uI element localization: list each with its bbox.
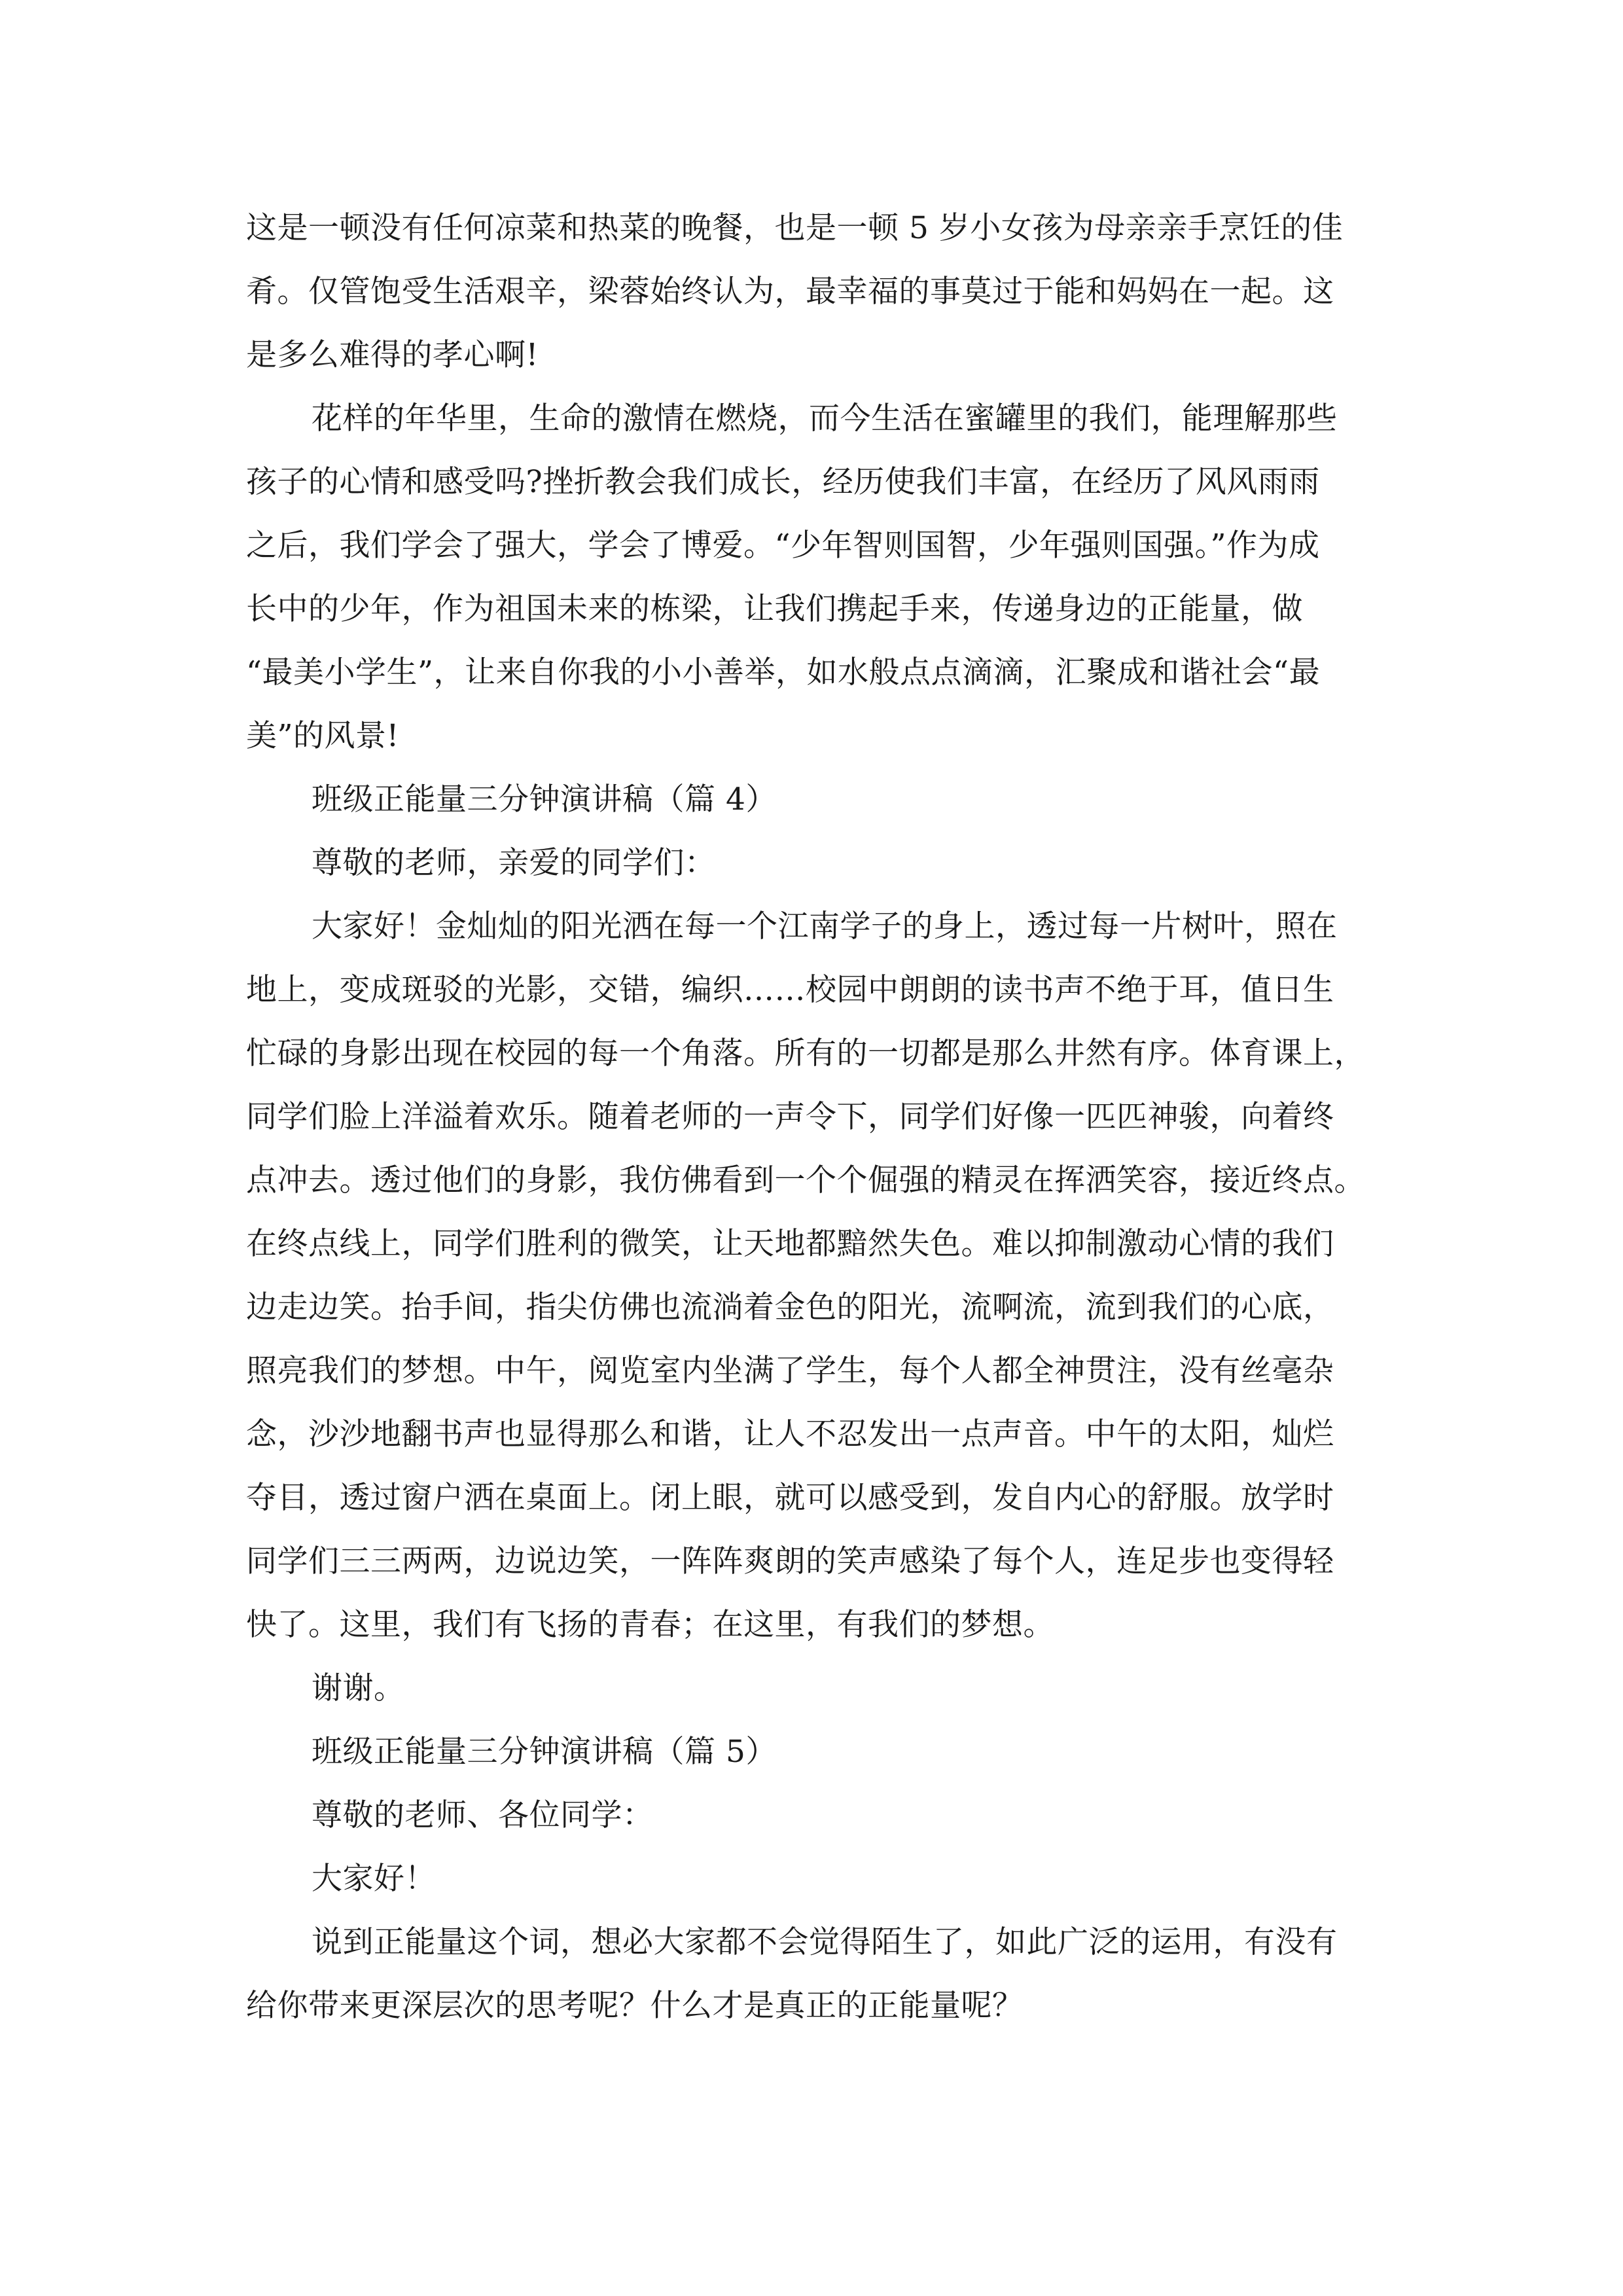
paragraph [246,1784,1391,1847]
text-line: 谢谢。 [312,1670,405,1706]
text-line: 班级正能量三分钟演讲稿（篇 5） [312,1734,777,1770]
paragraph [246,831,1391,895]
text-line: 之后，我们学会了强大，学会了博爱。“少年智则国智，少年强则国强。”作为成 [246,528,1320,564]
text-line: 边走边笑。抬手间，指尖仿佛也流淌着金色的阳光，流啊流，流到我们的心底， [246,1289,1334,1325]
text-line: 忙碌的身影出现在校园的每一个角落。所有的一切都是那么井然有序。体育课上， [246,1035,1365,1071]
text-line: “最美小学生”，让来自你我的小小善举，如水般点点滴滴，汇聚成和谐社会“最 [246,655,1321,691]
text-line: 花样的年华里，生命的激情在燃烧，而今生活在蜜罐里的我们，能理解那些 [312,401,1338,437]
text-line: 尊敬的老师，亲爱的同学们： [312,845,716,881]
paragraph [246,1910,1391,2037]
text-line: 说到正能量这个词，想必大家都不会觉得陌生了，如此广泛的运用，有没有 [312,1924,1338,1960]
text-line: 美”的风景! [246,718,399,754]
text-line: 孩子的心情和感受吗?挫折教会我们成长，经历使我们丰富，在经历了风风雨雨 [246,464,1320,500]
text-line: 尊敬的老师、各位同学： [312,1797,654,1833]
text-line: 班级正能量三分钟演讲稿（篇 4） [312,781,777,817]
text-line: 快了。这里，我们有飞扬的青春；在这里，有我们的梦想。 [246,1607,1054,1643]
text-line: 同学们三三两两，边说边笑，一阵阵爽朗的笑声感染了每个人，连足步也变得轻 [246,1543,1334,1579]
paragraph [246,1657,1391,1720]
paragraph [246,387,1391,768]
paragraph [246,1847,1391,1910]
text-line: 这是一顿没有任何凉菜和热菜的晚餐，也是一顿 5 岁小女孩为母亲亲手烹饪的佳 [246,210,1344,246]
text-line: 照亮我们的梦想。中午，阅览室内坐满了学生，每个人都全神贯注，没有丝毫杂 [246,1353,1334,1389]
text-line: 夺目，透过窗户洒在桌面上。闭上眼，就可以感受到，发自内心的舒服。放学时 [246,1480,1334,1516]
paragraph [246,895,1391,1657]
text-line: 给你带来更深层次的思考呢？什么才是真正的正能量呢？ [246,1988,1024,2024]
text-line: 念，沙沙地翻书声也显得那么和谐，让人不忍发出一点声音。中午的太阳，灿烂 [246,1416,1334,1452]
paragraph [246,1720,1391,1784]
document-body [246,196,1391,2037]
text-line: 在终点线上，同学们胜利的微笑，让天地都黯然失色。难以抑制激动心情的我们 [246,1226,1334,1262]
paragraph [246,196,1391,387]
text-line: 肴。仅管饱受生活艰辛，梁蓉始终认为，最幸福的事莫过于能和妈妈在一起。这 [246,274,1334,310]
text-line: 地上，变成斑驳的光影，交错，编织……校园中朗朗的读书声不绝于耳，值日生 [246,972,1334,1008]
text-line: 是多么难得的孝心啊! [246,337,539,373]
text-line: 大家好！ [312,1861,436,1897]
text-line: 点冲去。透过他们的身影，我仿佛看到一个个倔强的精灵在挥洒笑容，接近终点。 [246,1162,1365,1198]
paragraph [246,768,1391,831]
text-line: 同学们脸上洋溢着欢乐。随着老师的一声令下，同学们好像一匹匹神骏，向着终 [246,1099,1334,1135]
text-line: 大家好！金灿灿的阳光洒在每一个江南学子的身上，透过每一片树叶，照在 [312,908,1338,944]
text-line: 长中的少年，作为祖国未来的栋梁，让我们携起手来，传递身边的正能量，做 [246,591,1303,627]
